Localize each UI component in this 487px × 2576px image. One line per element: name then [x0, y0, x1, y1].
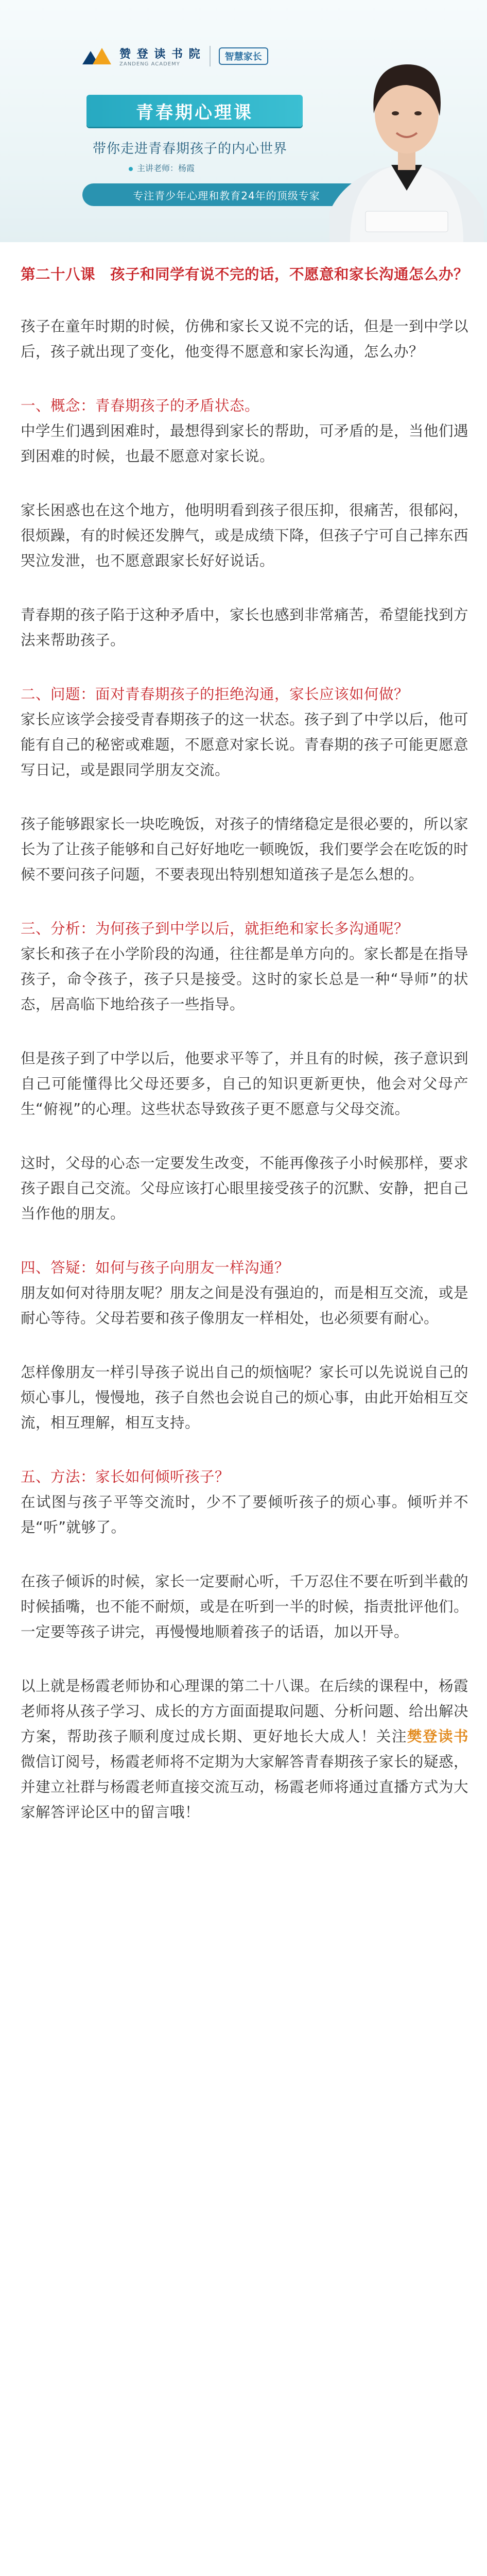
fandeng-account-link[interactable]: 樊登读书: [407, 1728, 468, 1745]
section-1-paragraph-3: 青春期的孩子陷于这种矛盾中，家长也感到非常痛苦，希望能找到方法来帮助孩子。: [21, 606, 469, 649]
lecturer-name: 主讲老师：杨霞: [137, 163, 195, 173]
article-body: [21, 262, 468, 1854]
section-1-heading: 一、概念：青春期孩子的矛盾状态。: [21, 397, 260, 414]
section-5-paragraph-2: 在孩子倾诉的时候，家长一定要耐心听，千万忍住不要在听到半截的时候插嘴，也不能不耐烦，或是在听到一半的时候，指责批评他们。一定要等孩子讲完，再慢慢地顺着孩子的话语，加以开导。: [21, 1573, 469, 1640]
section-1-paragraph-1: 中学生们遇到困难时，最想得到家长的帮助，可矛盾的是，当他们遇到困难的时候，也最不愿意对家长说。: [21, 422, 469, 465]
section-1-paragraph-2: 家长困惑也在这个地方，他明明看到孩子很压抑，很痛苦，很郁闷，很烦躁，有的时候还发脾气，或是成绩下降，但孩子宁可自己摔东西哭泣发泄，也不愿意跟家长好好说话。: [21, 502, 469, 569]
section-4-paragraph-1: 朋友如何对待朋友呢？朋友之间是没有强迫的，而是相互交流，或是耐心等待。父母若要和孩子像朋友一样相处，也必须要有耐心。: [21, 1284, 469, 1327]
section-2-paragraph-2: 孩子能够跟家长一块吃晚饭，对孩子的情绪稳定是很必要的，所以家长为了让孩子能够和自己好好地吃一顿晚饭，我们要学会在吃饭的时候不要问孩子问题，不要表现出特别想知道孩子是怎么想的。: [21, 816, 469, 883]
section-4-paragraph-2: 怎样像朋友一样引导孩子说出自己的烦恼呢？家长可以先说说自己的烦心事儿，慢慢地，孩子自然也会说自己的烦心事，由此开始相互交流，相互理解，相互支持。: [21, 1364, 469, 1431]
section-4-heading: 四、答疑：如何与孩子向朋友一样沟通？: [21, 1259, 290, 1276]
section-3-paragraph-2: 但是孩子到了中学以后，他要求平等了，并且有的时候，孩子意识到自己可能懂得比父母还要多，自己的知识更新更快，他会对父母产生“俯视”的心理。这些状态导致孩子更不愿意与父母交流。: [21, 1050, 469, 1117]
logo-subtext: ZANDENG ACADEMY: [119, 61, 180, 67]
course-title: 青春期心理课: [86, 95, 303, 127]
logo-row: [82, 45, 268, 67]
academy-logo-icon: [82, 48, 111, 64]
course-subtitle: 带你走进青春期孩子的内心世界: [93, 141, 288, 157]
section-2-heading: 二、问题：面对青春期孩子的拒绝沟通，家长应该如何做？: [21, 686, 409, 703]
logo-divider: [210, 46, 211, 66]
closing-text-b: 微信订阅号，杨霞老师将不定期为大家解答青春期孩子家长的疑惑，并建立社群与杨霞老师直接交流互动，杨霞老师将通过直播方式为大家解答评论区中的留言哦！: [21, 1753, 469, 1821]
brand-badge: 智慧家长: [219, 47, 268, 65]
section-2-paragraph-1: 家长应该学会接受青春期孩子的这一状态。孩子到了中学以后，他可能有自己的秘密或难题，不愿意对家长说。青春期的孩子可能更愿意写日记，或是跟同学朋友交流。: [21, 711, 469, 778]
expert-tagline: 专注青少年心理和教育24年的顶级专家: [82, 183, 371, 206]
section-3-paragraph-3: 这时，父母的心态一定要发生改变，不能再像孩子小时候那样，要求孩子跟自己交流。父母应该打心眼里接受孩子的沉默、安静，把自己当作他的朋友。: [21, 1155, 469, 1222]
article-title: 第二十八课 孩子和同学有说不完的话，不愿意和家长沟通怎么办？: [21, 266, 469, 283]
lecturer-label: [129, 162, 195, 174]
intro-paragraph: 孩子在童年时期的时候，仿佛和家长又说不完的话，但是一到中学以后，孩子就出现了变化，他变得不愿意和家长沟通，怎么办？: [21, 318, 469, 360]
section-5-paragraph-1: 在试图与孩子平等交流时，少不了要倾听孩子的烦心事。倾听并不是“听”就够了。: [21, 1494, 468, 1536]
lecturer-portrait-image: [329, 15, 484, 242]
section-3-paragraph-1: 家长和孩子在小学阶段的沟通，往往都是单方向的。家长都是在指导孩子，命令孩子，孩子只是接受。这时的家长总是一种“导师”的状态，居高临下地给孩子一些指导。: [21, 945, 469, 1013]
logo-text: 赞 登 读 书 院: [119, 48, 201, 61]
section-3-heading: 三、分析：为何孩子到中学以后，就拒绝和家长多沟通呢？: [21, 920, 409, 937]
bullet-dot-icon: [129, 167, 133, 171]
logo-text-group: [119, 45, 201, 67]
closing-paragraph: [21, 1673, 468, 1825]
closing-text-a: 以上就是杨霞老师协和心理课的第二十八课。在后续的课程中，杨霞老师将从孩子学习、成长的方方面面提取问题、分析问题、给出解决方案，帮助孩子顺利度过成长期、更好地长大成人！关注: [21, 1677, 469, 1745]
section-5-heading: 五、方法：家长如何倾听孩子？: [21, 1468, 230, 1485]
course-banner: [0, 0, 487, 242]
